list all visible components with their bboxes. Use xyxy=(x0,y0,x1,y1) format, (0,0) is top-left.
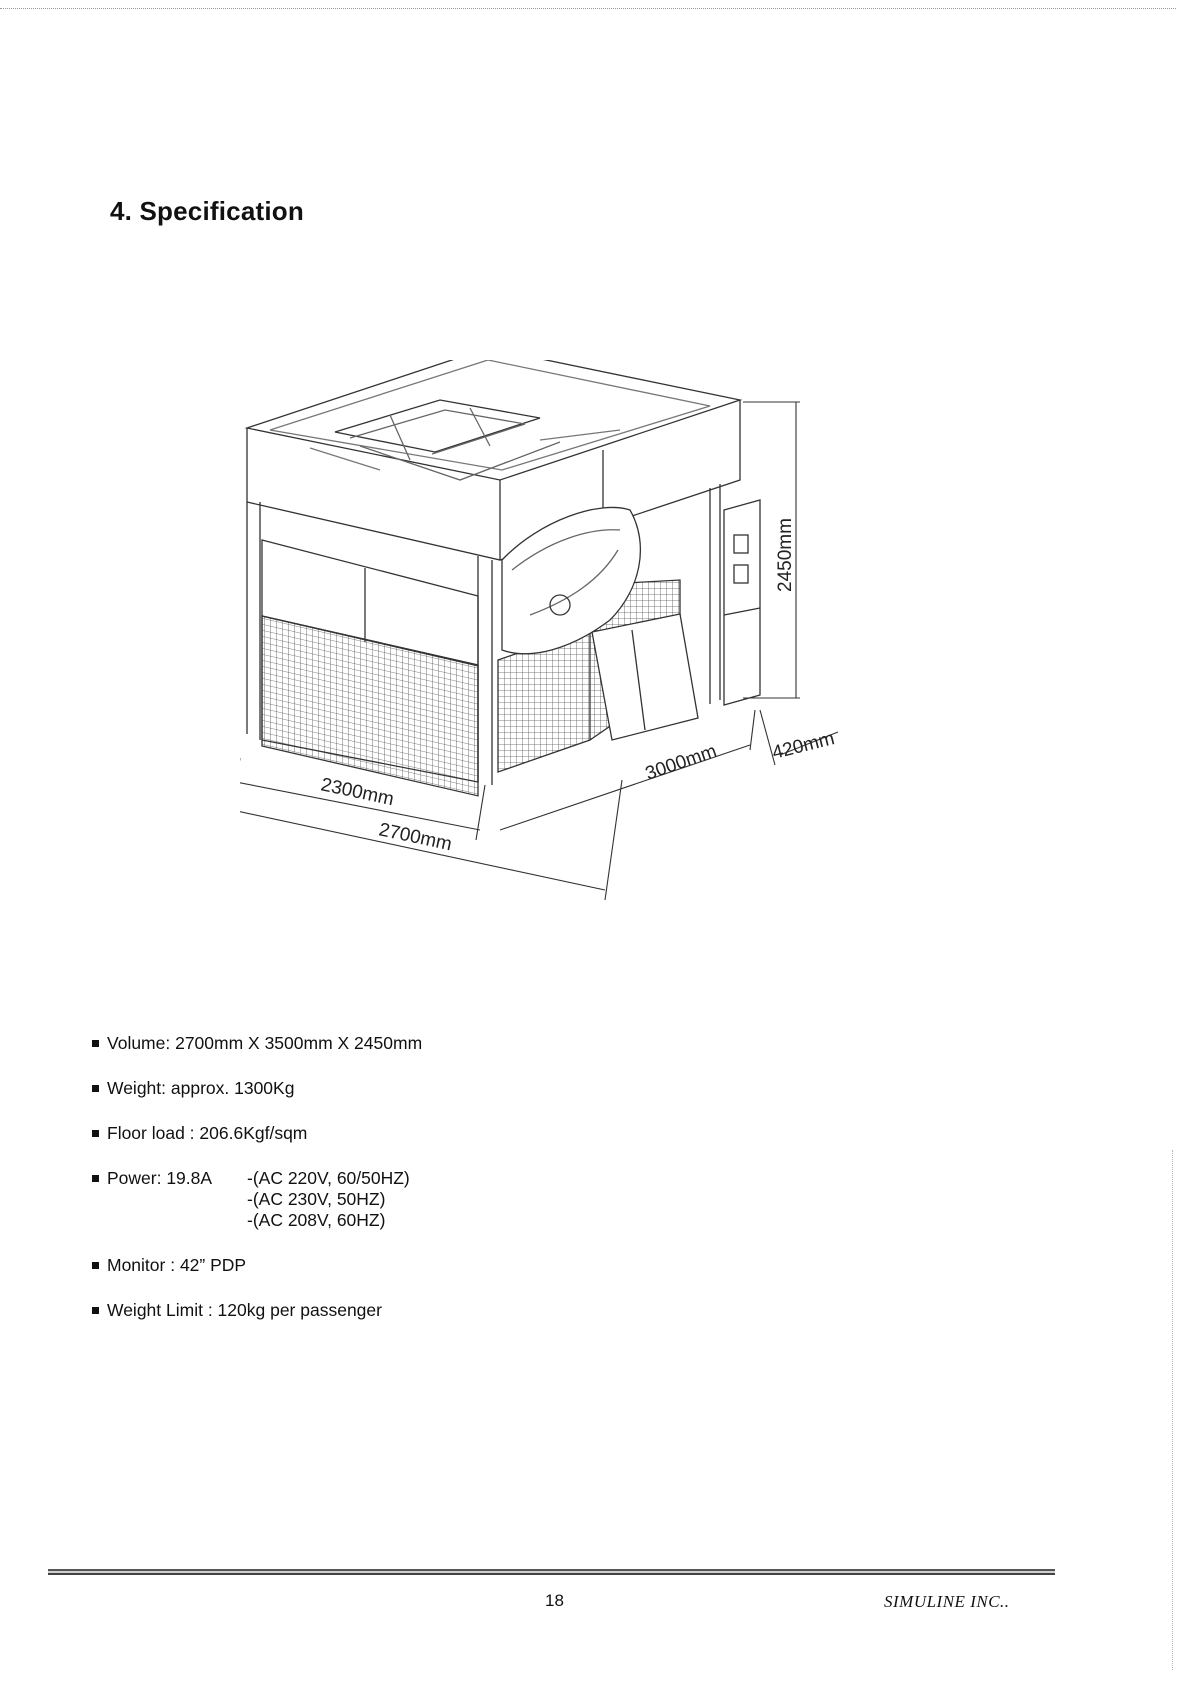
height-dimension-label: 2450mm xyxy=(775,518,796,592)
spec-weight-text: Weight: approx. 1300Kg xyxy=(107,1078,295,1098)
machine-line-drawing xyxy=(240,360,930,980)
page-number: 18 xyxy=(545,1591,564,1610)
section-title: 4. Specification xyxy=(110,196,304,226)
footer-rule xyxy=(48,1569,1055,1575)
specification-list xyxy=(92,1033,692,1345)
spec-weight-limit xyxy=(92,1300,692,1321)
power-label: Power: 19.8A xyxy=(107,1168,213,1188)
power-line: -(AC 220V, 60/50HZ) xyxy=(247,1168,410,1188)
bullet-icon xyxy=(92,1262,99,1269)
power-line: -(AC 230V, 50HZ) xyxy=(247,1189,386,1209)
spec-weight xyxy=(92,1078,692,1099)
bullet-icon xyxy=(92,1085,99,1092)
bullet-icon xyxy=(92,1130,99,1137)
bullet-icon xyxy=(92,1175,99,1182)
spec-floor-load xyxy=(92,1123,692,1144)
outer-width-dimension-label: 2700mm xyxy=(376,819,454,856)
right-scan-border xyxy=(1172,1150,1173,1670)
top-scan-border xyxy=(0,8,1176,9)
machine-drawing xyxy=(240,360,930,980)
spec-floor-load-text: Floor load : 206.6Kgf/sqm xyxy=(107,1123,308,1143)
spec-volume xyxy=(92,1033,692,1054)
cabinet-depth-dimension-label: 420mm xyxy=(770,728,837,764)
spec-monitor-text: Monitor : 42” PDP xyxy=(107,1255,247,1275)
spec-volume-text: Volume: 2700mm X 3500mm X 2450mm xyxy=(107,1033,423,1053)
spec-weight-limit-text: Weight Limit : 120kg per passenger xyxy=(107,1300,382,1320)
power-line: -(AC 208V, 60HZ) xyxy=(247,1210,386,1230)
inner-width-dimension-label: 2300mm xyxy=(318,774,396,811)
depth-dimension-label: 3000mm xyxy=(642,740,720,785)
spec-power xyxy=(92,1168,692,1231)
spec-monitor xyxy=(92,1255,692,1276)
company-name: SIMULINE INC.. xyxy=(884,1592,1010,1611)
bullet-icon xyxy=(92,1307,99,1314)
bullet-icon xyxy=(92,1040,99,1047)
